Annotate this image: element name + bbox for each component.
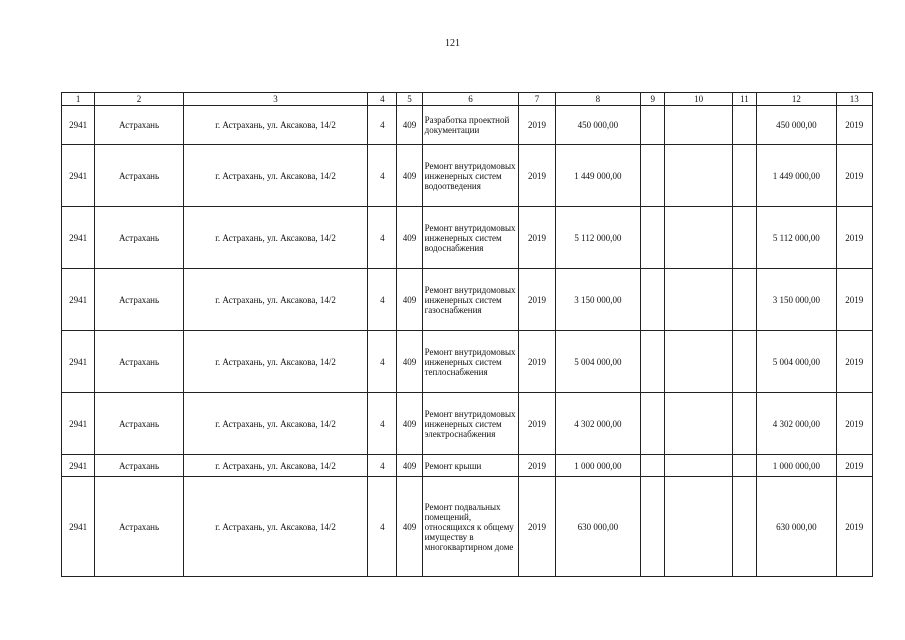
completion-year-cell: 2019 [836,455,872,477]
total-cell: 5 112 000,00 [757,207,837,269]
table-row [62,106,873,145]
address-cell: г. Астрахань, ул. Аксакова, 14/2 [183,455,367,477]
col4-cell: 4 [368,477,397,577]
row-number-cell: 2941 [62,207,95,269]
address-cell: г. Астрахань, ул. Аксакова, 14/2 [183,331,367,393]
col9-cell [641,145,665,207]
work-type-cell: Ремонт внутридомовых инженерных систем водоотведения [422,145,519,207]
work-type-cell: Разработка проектной документации [422,106,519,145]
row-number-cell: 2941 [62,269,95,331]
col11-cell [732,106,756,145]
address-cell: г. Астрахань, ул. Аксакова, 14/2 [183,207,367,269]
row-number-cell: 2941 [62,331,95,393]
header-row [62,93,873,106]
column-header: 5 [397,93,422,106]
address-cell: г. Астрахань, ул. Аксакова, 14/2 [183,269,367,331]
col9-cell [641,393,665,455]
completion-year-cell: 2019 [836,269,872,331]
table-row [62,455,873,477]
address-cell: г. Астрахань, ул. Аксакова, 14/2 [183,477,367,577]
col4-cell: 4 [368,106,397,145]
row-number-cell: 2941 [62,106,95,145]
work-type-cell: Ремонт внутридомовых инженерных систем электроснабжения [422,393,519,455]
row-number-cell: 2941 [62,477,95,577]
row-number-cell: 2941 [62,455,95,477]
col9-cell [641,269,665,331]
completion-year-cell: 2019 [836,145,872,207]
work-type-cell: Ремонт крыши [422,455,519,477]
work-type-cell: Ремонт подвальных помещений, относящихся к общему имуществу в многоквартирном доме [422,477,519,577]
col11-cell [732,477,756,577]
col11-cell [732,393,756,455]
column-header: 3 [183,93,367,106]
col4-cell: 4 [368,207,397,269]
column-header: 1 [62,93,95,106]
col10-cell [665,207,732,269]
col10-cell [665,269,732,331]
municipality-cell: Астрахань [95,106,184,145]
completion-year-cell: 2019 [836,477,872,577]
col4-cell: 4 [368,393,397,455]
work-type-cell: Ремонт внутридомовых инженерных систем теплоснабжения [422,331,519,393]
col11-cell [732,269,756,331]
table-row [62,269,873,331]
total-cell: 5 004 000,00 [757,331,837,393]
total-cell: 3 150 000,00 [757,269,837,331]
column-header: 2 [95,93,184,106]
col5-cell: 409 [397,477,422,577]
col10-cell [665,331,732,393]
year-cell: 2019 [519,455,555,477]
amount-cell: 4 302 000,00 [555,393,641,455]
row-number-cell: 2941 [62,145,95,207]
year-cell: 2019 [519,331,555,393]
col10-cell [665,106,732,145]
table-row [62,393,873,455]
completion-year-cell: 2019 [836,207,872,269]
total-cell: 1 000 000,00 [757,455,837,477]
completion-year-cell: 2019 [836,393,872,455]
total-cell: 4 302 000,00 [757,393,837,455]
address-cell: г. Астрахань, ул. Аксакова, 14/2 [183,393,367,455]
col11-cell [732,331,756,393]
col5-cell: 409 [397,331,422,393]
col5-cell: 409 [397,269,422,331]
completion-year-cell: 2019 [836,331,872,393]
col10-cell [665,455,732,477]
col5-cell: 409 [397,455,422,477]
amount-cell: 630 000,00 [555,477,641,577]
total-cell: 630 000,00 [757,477,837,577]
amount-cell: 450 000,00 [555,106,641,145]
column-header: 13 [836,93,872,106]
municipality-cell: Астрахань [95,145,184,207]
column-header: 4 [368,93,397,106]
amount-cell: 1 449 000,00 [555,145,641,207]
col4-cell: 4 [368,269,397,331]
col9-cell [641,455,665,477]
year-cell: 2019 [519,145,555,207]
column-header: 11 [732,93,756,106]
col9-cell [641,477,665,577]
municipality-cell: Астрахань [95,269,184,331]
col4-cell: 4 [368,331,397,393]
col5-cell: 409 [397,207,422,269]
column-header: 9 [641,93,665,106]
col10-cell [665,393,732,455]
work-type-cell: Ремонт внутридомовых инженерных систем газоснабжения [422,269,519,331]
col9-cell [641,331,665,393]
amount-cell: 5 004 000,00 [555,331,641,393]
total-cell: 450 000,00 [757,106,837,145]
col9-cell [641,207,665,269]
col10-cell [665,145,732,207]
col4-cell: 4 [368,455,397,477]
year-cell: 2019 [519,393,555,455]
amount-cell: 5 112 000,00 [555,207,641,269]
completion-year-cell: 2019 [836,106,872,145]
address-cell: г. Астрахань, ул. Аксакова, 14/2 [183,145,367,207]
amount-cell: 1 000 000,00 [555,455,641,477]
year-cell: 2019 [519,207,555,269]
amount-cell: 3 150 000,00 [555,269,641,331]
col5-cell: 409 [397,106,422,145]
municipality-cell: Астрахань [95,331,184,393]
year-cell: 2019 [519,269,555,331]
column-header: 7 [519,93,555,106]
address-cell: г. Астрахань, ул. Аксакова, 14/2 [183,106,367,145]
column-header: 8 [555,93,641,106]
capital-repair-table [61,92,873,577]
col9-cell [641,106,665,145]
table-row [62,145,873,207]
total-cell: 1 449 000,00 [757,145,837,207]
col5-cell: 409 [397,145,422,207]
column-header: 6 [422,93,519,106]
year-cell: 2019 [519,477,555,577]
col11-cell [732,145,756,207]
col5-cell: 409 [397,393,422,455]
col11-cell [732,455,756,477]
column-header: 10 [665,93,732,106]
col4-cell: 4 [368,145,397,207]
table-row [62,207,873,269]
col11-cell [732,207,756,269]
row-number-cell: 2941 [62,393,95,455]
table-row [62,477,873,577]
page-number: 121 [445,38,460,49]
municipality-cell: Астрахань [95,393,184,455]
work-type-cell: Ремонт внутридомовых инженерных систем водоснабжения [422,207,519,269]
municipality-cell: Астрахань [95,477,184,577]
col10-cell [665,477,732,577]
municipality-cell: Астрахань [95,207,184,269]
municipality-cell: Астрахань [95,455,184,477]
year-cell: 2019 [519,106,555,145]
table-row [62,331,873,393]
column-header: 12 [757,93,837,106]
